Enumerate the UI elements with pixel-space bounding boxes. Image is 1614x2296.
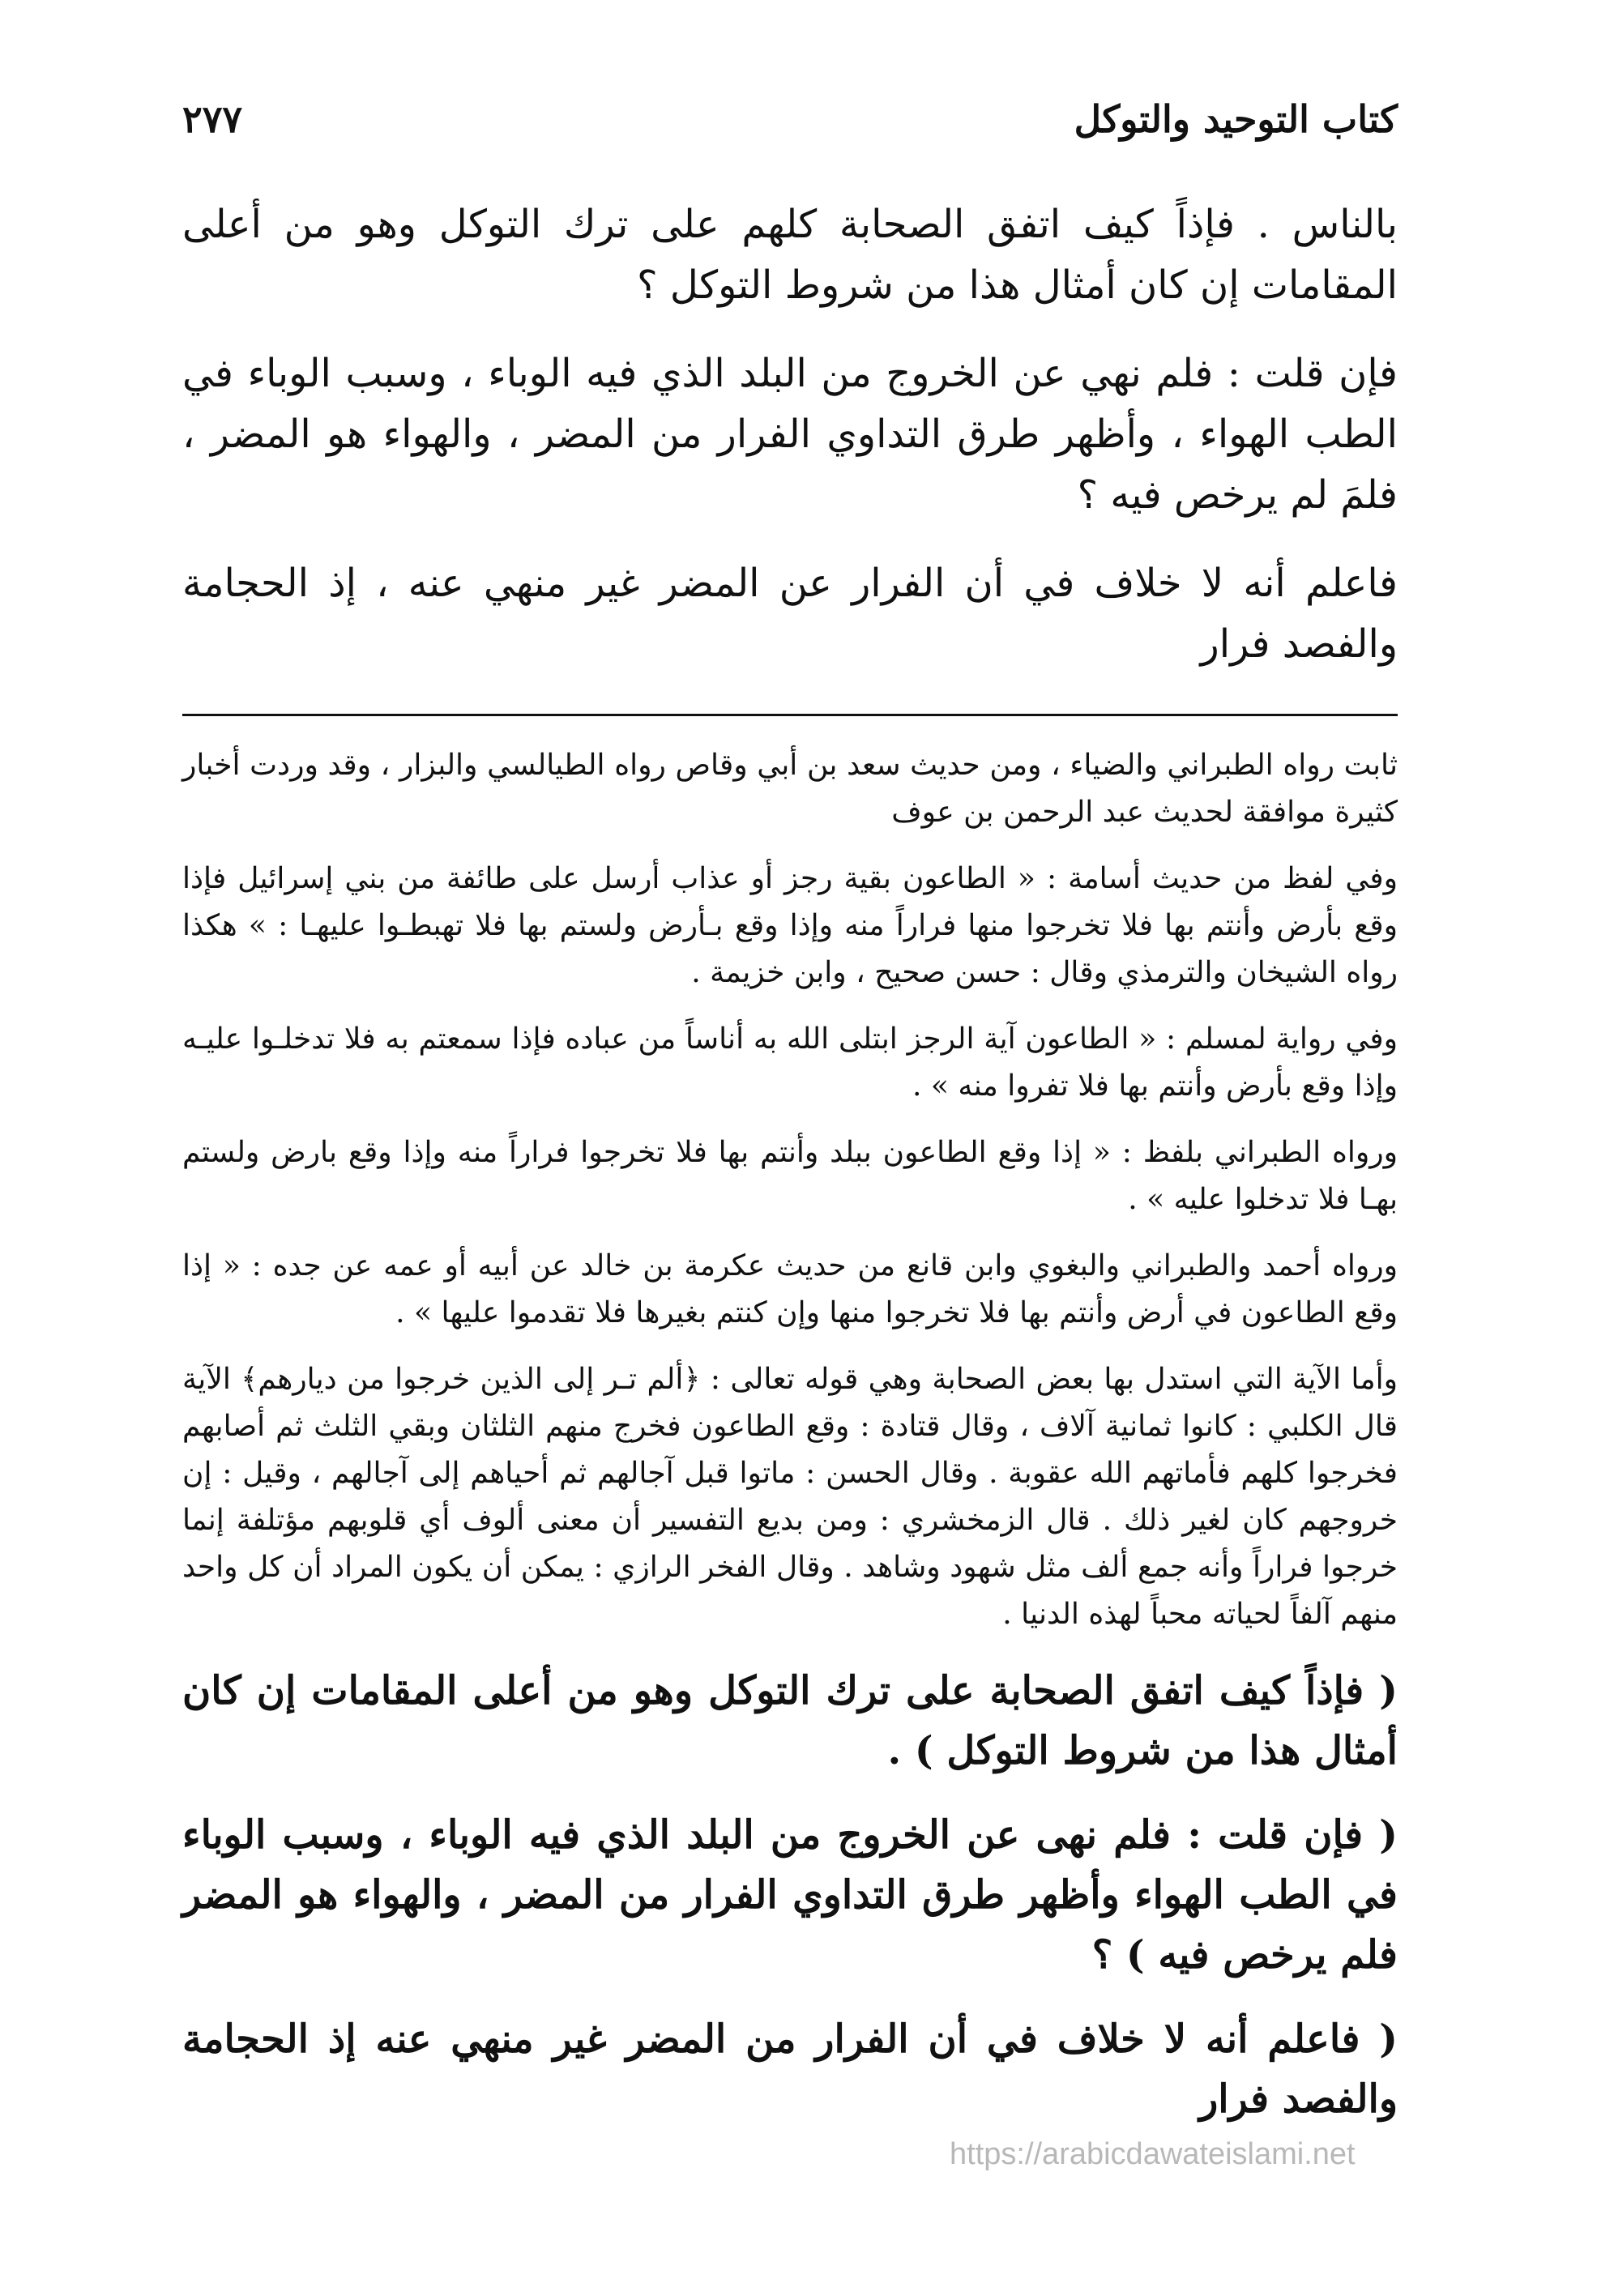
main-paragraph: فاعلم أنه لا خلاف في أن الفرار عن المضر غير منهي عنه ، إذ الحجامة والفصد فرار bbox=[182, 561, 1398, 667]
footnote-separator bbox=[182, 714, 1398, 716]
commentary-paragraph: ( فإن قلت : فلم نهى عن الخروج من البلد الذي فيه الوباء ، وسبب الوباء في الطب الهواء وأظهر طرق التداوي الفرار من المضر ، والهواء هو المضر فلم يرخص فيه ) ؟ bbox=[182, 1812, 1398, 1978]
main-text bbox=[182, 194, 1398, 675]
main-paragraph: بالناس . فإذاً كيف اتفق الصحابة كلهم على ترك التوكل وهو من أعلى المقامات إن كان أمثال هذا من شروط التوكل ؟ bbox=[182, 202, 1398, 308]
watermark-url: https://arabicdawateislami.net bbox=[950, 2137, 1356, 2171]
commentary-paragraph: ( فإذاً كيف اتفق الصحابة على ترك التوكل وهو من أعلى المقامات إن كان أمثال هذا من شروط التوكل ) . bbox=[182, 1668, 1398, 1773]
book-page bbox=[182, 97, 1398, 2153]
running-title: كتاب التوحيد والتوكل bbox=[1074, 97, 1398, 141]
footnote-paragraph: ورواه الطبراني بلفظ : « إذا وقع الطاعون ببلد وأنتم بها فلا تخرجوا فراراً منه وإذا وقع بارض ولستم بهـا فلا تدخلوا عليه » . bbox=[182, 1136, 1398, 1216]
footnote-paragraph: ثابت رواه الطبراني والضياء ، ومن حديث سعد بن أبي وقاص رواه الطيالسي والبزار ، وقد وردت أخبار كثيرة موافقة لحديث عبد الرحمن بن عوف bbox=[182, 749, 1398, 829]
page-number: ٢٧٧ bbox=[182, 97, 243, 141]
footnote-paragraph: وفي لفظ من حديث أسامة : « الطاعون بقية رجز أو عذاب أرسل على طائفة من بني إسرائيل فإذا وقع بأرض وأنتم بها فلا تخرجوا منها فراراً منه وإذا وقع بـأرض ولستم بها فلا تهبطـوا عليهـا : » هكذا رواه الشيخان والترمذي وقال : حسن صحيح ، وابن خزيمة . bbox=[182, 862, 1398, 989]
footnote-paragraph: وأما الآية التي استدل بها بعض الصحابة وهي قوله تعالى : ﴿ألم تـر إلى الذين خرجوا من ديارهم﴾ الآية قال الكلبي : كانوا ثمانية آلاف ، وقال قتادة : وقع الطاعون فخرج منهم الثلثان وبقي الثلث ثم أصابهم فخرجوا كلهم فأماتهم الله عقوبة . وقال الحسن : ماتوا قبل آجالهم ثم أحياهم إلى آجالهم ، وقيل : إن خروجهم كان لغير ذلك . قال الزمخشري : ومن بديع التفسير أن معنى ألوف أي قلوبهم مؤتلفة إنما خرجوا فراراً وأنه جمع ألف مثل شهود وشاهد . وقال الفخر الرازي : يمكن أن يكون المراد أن كل واحد منهم آلفاً لحياته محباً لهذه الدنيا . bbox=[182, 1363, 1398, 1631]
footnotes bbox=[182, 742, 1398, 1638]
footnote-paragraph: ورواه أحمد والطبراني والبغوي وابن قانع من حديث عكرمة بن خالد عن أبيه أو عمه عن جده : « إذا وقع الطاعون في أرض وأنتم بها فلا تخرجوا منها وإن كنتم بغيرها فلا تقدموا عليها » . bbox=[182, 1249, 1398, 1329]
main-paragraph: فإن قلت : فلم نهي عن الخروج من البلد الذي فيه الوباء ، وسبب الوباء في الطب الهواء ، وأظهر طرق التداوي الفرار من المضر ، والهواء هو المضر ، فلمَ لم يرخص فيه ؟ bbox=[182, 351, 1398, 518]
commentary-paragraph: ( فاعلم أنه لا خلاف في أن الفرار من المضر غير منهي عنه إذ الحجامة والفصد فرار bbox=[182, 2016, 1398, 2122]
commentary bbox=[182, 1661, 1398, 2129]
page-header bbox=[182, 97, 1398, 162]
footnote-paragraph: وفي رواية لمسلم : « الطاعون آية الرجز ابتلى الله به أناساً من عباده فإذا سمعتم به فلا تدخلـوا عليـه وإذا وقع بأرض وأنتم بها فلا تفروا منه » . bbox=[182, 1022, 1398, 1103]
